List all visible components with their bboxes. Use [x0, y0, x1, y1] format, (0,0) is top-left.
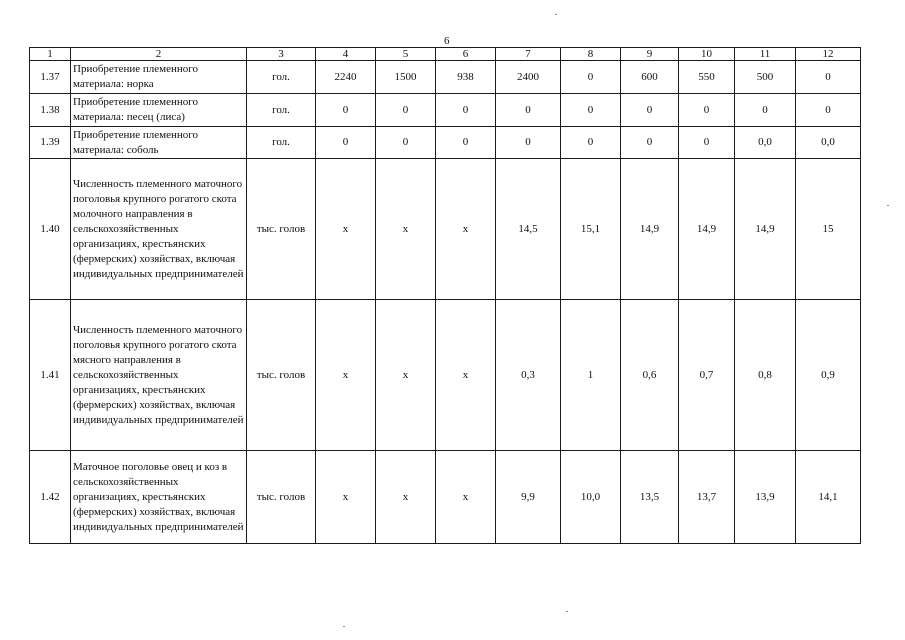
column-number: 5: [376, 48, 436, 61]
value-cell: 0,7: [679, 300, 735, 451]
value-cell: 10,0: [561, 451, 621, 544]
value-cell: х: [376, 451, 436, 544]
value-cell: х: [436, 300, 496, 451]
value-cell: 0: [496, 127, 561, 159]
value-cell: 15,1: [561, 159, 621, 300]
value-cell: 0: [436, 127, 496, 159]
unit: тыс. голов: [247, 159, 316, 300]
row-number: 1.42: [30, 451, 71, 544]
value-cell: 0: [376, 127, 436, 159]
value-cell: 0: [561, 94, 621, 127]
column-number: 8: [561, 48, 621, 61]
value-cell: 14,5: [496, 159, 561, 300]
value-cell: 14,9: [621, 159, 679, 300]
column-number: 12: [796, 48, 861, 61]
value-cell: 13,7: [679, 451, 735, 544]
value-cell: х: [436, 159, 496, 300]
unit: тыс. голов: [247, 451, 316, 544]
row-number: 1.39: [30, 127, 71, 159]
column-number: 4: [316, 48, 376, 61]
indicator-name: Приобретение племенного материала: норка: [71, 61, 247, 94]
column-number-row: [30, 48, 861, 61]
page-number: 6: [444, 35, 450, 47]
value-cell: х: [316, 159, 376, 300]
table-row: [30, 300, 861, 451]
value-cell: х: [376, 300, 436, 451]
value-cell: 550: [679, 61, 735, 94]
value-cell: 0: [316, 94, 376, 127]
value-cell: 938: [436, 61, 496, 94]
value-cell: 0,8: [735, 300, 796, 451]
value-cell: 0,6: [621, 300, 679, 451]
value-cell: 0: [621, 94, 679, 127]
table-row: [30, 159, 861, 300]
indicator-name: Численность племенного маточного поголовья крупного рогатого скота молочного направления в сельскохозяйственных организациях, крестьянских (фермерских) хозяйствах, включая индивидуальных предпринимателей: [71, 159, 247, 300]
value-cell: 1500: [376, 61, 436, 94]
indicator-name: Приобретение племенного материала: соболь: [71, 127, 247, 159]
unit: гол.: [247, 127, 316, 159]
value-cell: 2240: [316, 61, 376, 94]
value-cell: х: [316, 451, 376, 544]
value-cell: 0,3: [496, 300, 561, 451]
unit: гол.: [247, 61, 316, 94]
value-cell: 0: [561, 127, 621, 159]
column-number: 2: [71, 48, 247, 61]
value-cell: 13,5: [621, 451, 679, 544]
value-cell: 0,0: [735, 127, 796, 159]
value-cell: х: [376, 159, 436, 300]
value-cell: 0: [796, 94, 861, 127]
table-row: [30, 451, 861, 544]
column-number: 11: [735, 48, 796, 61]
column-number: 9: [621, 48, 679, 61]
table-row: [30, 94, 861, 127]
value-cell: 0: [796, 61, 861, 94]
value-cell: 14,9: [735, 159, 796, 300]
table-row: [30, 127, 861, 159]
value-cell: 15: [796, 159, 861, 300]
value-cell: 500: [735, 61, 796, 94]
scan-speck: [566, 611, 568, 612]
row-number: 1.37: [30, 61, 71, 94]
value-cell: 0: [621, 127, 679, 159]
row-number: 1.40: [30, 159, 71, 300]
value-cell: 14,9: [679, 159, 735, 300]
value-cell: 0,0: [796, 127, 861, 159]
indicator-name: Численность племенного маточного поголовья крупного рогатого скота мясного направления в сельскохозяйственных организациях, крестьянских (фермерских) хозяйствах, включая индивидуальных предпринимателей: [71, 300, 247, 451]
column-number: 6: [436, 48, 496, 61]
row-number: 1.41: [30, 300, 71, 451]
indicator-name: Маточное поголовье овец и коз в сельскохозяйственных организациях, крестьянских (фермерских) хозяйствах, включая индивидуальных предпринимателей: [71, 451, 247, 544]
value-cell: 13,9: [735, 451, 796, 544]
value-cell: 2400: [496, 61, 561, 94]
unit: тыс. голов: [247, 300, 316, 451]
indicators-table: [29, 47, 861, 544]
value-cell: х: [316, 300, 376, 451]
value-cell: 600: [621, 61, 679, 94]
value-cell: 0: [679, 127, 735, 159]
column-number: 10: [679, 48, 735, 61]
value-cell: 0: [496, 94, 561, 127]
value-cell: 14,1: [796, 451, 861, 544]
value-cell: 1: [561, 300, 621, 451]
value-cell: 0: [679, 94, 735, 127]
value-cell: 0: [735, 94, 796, 127]
value-cell: 0,9: [796, 300, 861, 451]
indicator-name: Приобретение племенного материала: песец (лиса): [71, 94, 247, 127]
value-cell: 0: [376, 94, 436, 127]
column-number: 3: [247, 48, 316, 61]
unit: гол.: [247, 94, 316, 127]
value-cell: 9,9: [496, 451, 561, 544]
scan-speck: [343, 626, 345, 627]
value-cell: 0: [436, 94, 496, 127]
value-cell: х: [436, 451, 496, 544]
table-row: [30, 61, 861, 94]
value-cell: 0: [316, 127, 376, 159]
value-cell: 0: [561, 61, 621, 94]
scan-speck: [887, 205, 889, 206]
row-number: 1.38: [30, 94, 71, 127]
column-number: 1: [30, 48, 71, 61]
scan-speck: [555, 14, 557, 15]
column-number: 7: [496, 48, 561, 61]
